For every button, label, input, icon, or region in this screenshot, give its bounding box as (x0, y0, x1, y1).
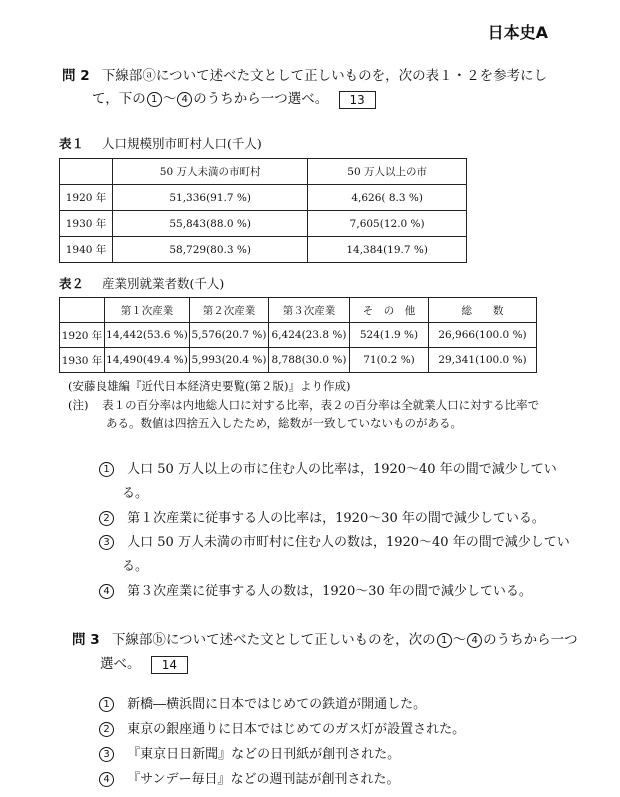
option-text: 第１次産業に従事する人の比率は，1920〜30 年の間で減少している。 (127, 511, 545, 526)
q3-number: 問 3 (72, 632, 100, 648)
table1 (59, 158, 467, 263)
table-header-row (60, 159, 467, 185)
option-text: 人口 50 万人未満の市町村に住む人の数は，1920〜40 年の間で減少してい (127, 535, 570, 550)
table-row (60, 237, 467, 263)
table-header: 総 数 (429, 298, 537, 323)
q3-text-b: について述べた文として正しいものを，次の (165, 632, 436, 648)
option-text: 第３次産業に従事する人の数は，1920〜30 年の間で減少している。 (127, 584, 532, 599)
q2-text-c: て，下の (92, 91, 146, 107)
table-header (60, 159, 113, 185)
table-row (60, 211, 467, 237)
table-cell: 1940 年 (60, 237, 113, 263)
table2-title: 産業別就業者数(千人) (102, 276, 225, 291)
q2-option-1-cont: る。 (122, 486, 149, 501)
circled-number: 1 (147, 92, 162, 107)
q2-option-1[interactable] (98, 458, 557, 477)
q3-text-d: 選べ。 (100, 656, 141, 672)
table1-title: 人口規模別市町村人口(千人) (102, 136, 262, 151)
option-number: 2 (99, 722, 114, 737)
table-cell: 5,576(20.7 %) (190, 323, 269, 348)
note-line2: ある。数値は四捨五入したため，総数が一致していないものがある。 (106, 416, 463, 430)
table-row (60, 185, 467, 211)
q3-line1 (72, 628, 578, 648)
note-label: (注) (68, 398, 89, 412)
table-cell: 524(1.9 %) (350, 323, 429, 348)
q3-option-1[interactable] (98, 693, 426, 712)
option-text: 『東京日日新聞』などの日刊紙が創刊された。 (127, 747, 401, 762)
table-cell: 1920 年 (60, 185, 113, 211)
table-header: 50 万人以上の市 (308, 159, 467, 185)
option-number: 2 (99, 511, 114, 526)
answer-box-14[interactable]: 14 (151, 656, 188, 674)
table1-label: 表１ (59, 136, 85, 151)
source-citation: (安藤良雄編『近代日本経済史要覧(第２版)』より作成) (68, 379, 351, 393)
table-cell: 5,993(20.4 %) (190, 348, 269, 373)
table-cell: 14,442(53.6 %) (105, 323, 190, 348)
table-cell: 1920 年 (60, 323, 105, 348)
table-header: そ の 他 (350, 298, 429, 323)
circled-number: 4 (467, 633, 482, 648)
q2-underline-marker: ⓐ (142, 68, 156, 84)
q3-option-3[interactable] (98, 743, 400, 762)
q2-text-b: について述べた文として正しいものを，次の表１・２を参考にし (155, 68, 548, 84)
table-cell: 4,626( 8.3 %) (308, 185, 467, 211)
option-number: 1 (99, 697, 114, 712)
q3-option-4[interactable] (98, 768, 400, 787)
table-cell: 71(0.2 %) (350, 348, 429, 373)
table-cell: 26,966(100.0 %) (429, 323, 537, 348)
q2-number: 問 2 (62, 68, 90, 84)
note-text: 表１の百分率は内地総人口に対する比率，表２の百分率は全就業人口に対する比率で (102, 398, 540, 412)
option-text: 人口 50 万人以上の市に住む人の比率は，1920〜40 年の間で減少してい (127, 462, 557, 477)
range-separator: 〜 (162, 91, 177, 107)
q2-text-a: 下線部 (101, 68, 143, 84)
option-number: 1 (99, 462, 114, 477)
table-cell: 55,843(88.0 %) (113, 211, 308, 237)
table1-caption (59, 134, 262, 152)
q2-line2 (92, 87, 376, 109)
option-number: 4 (99, 584, 114, 599)
table-cell: 8,788(30.0 %) (269, 348, 350, 373)
q2-option-4[interactable] (98, 580, 532, 599)
circled-number: 4 (177, 92, 192, 107)
table-cell: 1930 年 (60, 348, 105, 373)
q2-option-2[interactable] (98, 507, 545, 526)
range-separator: 〜 (452, 632, 467, 648)
q2-text-d: のうちから一つ選べ。 (193, 91, 329, 107)
table-header: 第２次産業 (190, 298, 269, 323)
table-cell: 6,424(23.8 %) (269, 323, 350, 348)
option-text: 東京の銀座通りに日本ではじめてのガス灯が設置された。 (127, 722, 466, 737)
circled-number: 1 (437, 633, 452, 648)
table-cell: 58,729(80.3 %) (113, 237, 308, 263)
table-cell: 51,336(91.7 %) (113, 185, 308, 211)
q3-text-a: 下線部 (111, 632, 153, 648)
table-cell: 29,341(100.0 %) (429, 348, 537, 373)
table-header: 第１次産業 (105, 298, 190, 323)
option-number: 3 (99, 535, 114, 550)
option-number: 3 (99, 747, 114, 762)
table-cell: 14,490(49.4 %) (105, 348, 190, 373)
q3-option-2[interactable] (98, 718, 465, 737)
table-cell: 14,384(19.7 %) (308, 237, 467, 263)
table-cell: 1930 年 (60, 211, 113, 237)
q2-option-3-cont: る。 (122, 559, 149, 574)
option-text: 新橋―横浜間に日本ではじめての鉄道が開通した。 (127, 697, 427, 712)
answer-box-13[interactable]: 13 (339, 91, 376, 109)
q3-line2 (100, 652, 188, 674)
q3-text-c: のうちから一つ (483, 632, 578, 648)
q3-underline-marker: ⓑ (152, 632, 166, 648)
table-row (60, 348, 537, 373)
table-cell: 7,605(12.0 %) (308, 211, 467, 237)
subject-header: 日本史A (487, 23, 548, 42)
table-header: 50 万人未満の市町村 (113, 159, 308, 185)
q2-line1 (62, 64, 547, 84)
table-row (60, 323, 537, 348)
table-header (60, 298, 105, 323)
table2-label: 表２ (59, 276, 85, 291)
option-number: 4 (99, 772, 114, 787)
note-line1 (68, 397, 539, 413)
option-text: 『サンデー毎日』などの週刊誌が創刊された。 (127, 772, 400, 787)
table2-caption (59, 274, 224, 292)
table-header-row (60, 298, 537, 323)
table-header: 第３次産業 (269, 298, 350, 323)
table2 (59, 297, 537, 373)
q2-option-3[interactable] (98, 531, 570, 550)
